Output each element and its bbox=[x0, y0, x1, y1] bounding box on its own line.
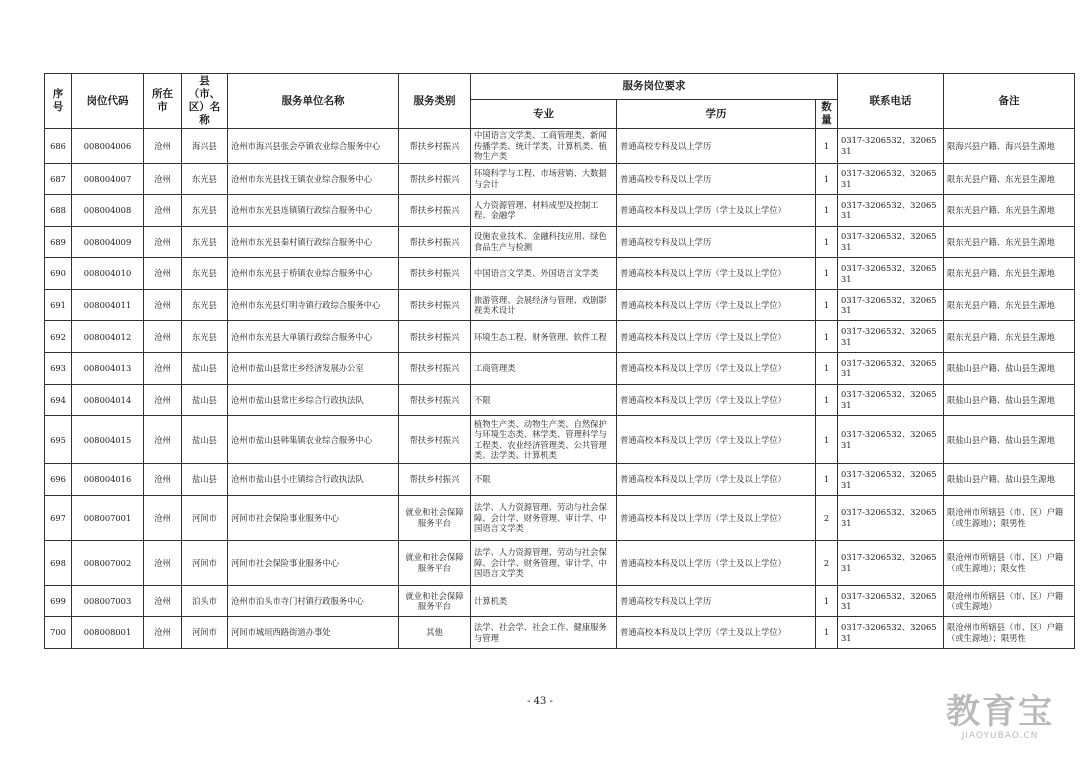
major-cell: 法学、人力资源管理、劳动与社会保障、会计学、财务管理、审计学、中国语言文学类 bbox=[471, 540, 617, 585]
count-cell: 1 bbox=[816, 617, 838, 649]
county-cell: 东光县 bbox=[182, 258, 228, 290]
code-cell: 008004009 bbox=[72, 226, 144, 258]
seq-cell: 692 bbox=[45, 321, 72, 353]
table-row bbox=[45, 289, 1075, 321]
major-cell: 法学、人力资源管理、劳动与社会保障、会计学、财务管理、审计学、中国语言文学类 bbox=[471, 495, 617, 540]
city-cell: 沧州 bbox=[144, 258, 182, 290]
code-cell: 008004007 bbox=[72, 163, 144, 195]
county-cell: 东光县 bbox=[182, 195, 228, 227]
seq-cell: 695 bbox=[45, 416, 72, 464]
count-cell: 1 bbox=[816, 321, 838, 353]
unit-cell: 沧州市泊头市寺门村镇行政服务中心 bbox=[228, 585, 399, 617]
table-row bbox=[45, 321, 1075, 353]
city-cell: 沧州 bbox=[144, 353, 182, 385]
major-cell: 旅游管理、会展经济与管理、戏剧影视美术设计 bbox=[471, 289, 617, 321]
header-code: 岗位代码 bbox=[72, 74, 144, 129]
header-requirements: 服务岗位要求 bbox=[471, 74, 838, 100]
county-cell: 河间市 bbox=[182, 495, 228, 540]
education-cell: 普通高校本科及以上学历（学士及以上学位） bbox=[617, 289, 816, 321]
phone-cell: 0317-3206532、3206531 bbox=[838, 495, 944, 540]
remark-cell: 限盐山县户籍、盐山县生源地 bbox=[944, 416, 1075, 464]
count-cell: 1 bbox=[816, 289, 838, 321]
code-cell: 008004006 bbox=[72, 129, 144, 164]
education-cell: 普通高校专科及以上学历 bbox=[617, 163, 816, 195]
unit-cell: 沧州市东光县找王镇农业综合服务中心 bbox=[228, 163, 399, 195]
table-row bbox=[45, 416, 1075, 464]
education-cell: 普通高校本科及以上学历（学士及以上学位） bbox=[617, 495, 816, 540]
unit-cell: 河间市城垣西路街道办事处 bbox=[228, 617, 399, 649]
phone-cell: 0317-3206532、3206531 bbox=[838, 585, 944, 617]
phone-cell: 0317-3206532、3206531 bbox=[838, 464, 944, 496]
unit-cell: 沧州市盐山县韩集镇农业综合服务中心 bbox=[228, 416, 399, 464]
unit-cell: 沧州市盐山县常庄乡经济发展办公室 bbox=[228, 353, 399, 385]
education-cell: 普通高校本科及以上学历（学士及以上学位） bbox=[617, 353, 816, 385]
city-cell: 沧州 bbox=[144, 540, 182, 585]
watermark-main-text: 教育宝 bbox=[946, 692, 1054, 732]
seq-cell: 700 bbox=[45, 617, 72, 649]
unit-cell: 沧州市盐山县常庄乡综合行政执法队 bbox=[228, 384, 399, 416]
seq-cell: 686 bbox=[45, 129, 72, 164]
phone-cell: 0317-3206532、3206531 bbox=[838, 540, 944, 585]
code-cell: 008004010 bbox=[72, 258, 144, 290]
category-cell: 帮扶乡村振兴 bbox=[399, 289, 471, 321]
remark-cell: 限沧州市所辖县（市、区）户籍（或生源地）；限男性 bbox=[944, 495, 1075, 540]
category-cell: 就业和社会保障服务平台 bbox=[399, 540, 471, 585]
watermark-sub-text: JIAOYUBAO.CN bbox=[961, 731, 1039, 741]
unit-cell: 沧州市东光县秦村镇行政综合服务中心 bbox=[228, 226, 399, 258]
table-row bbox=[45, 195, 1075, 227]
page-number: - 43 - bbox=[527, 696, 553, 707]
major-cell: 环境生态工程、财务管理、软件工程 bbox=[471, 321, 617, 353]
seq-cell: 688 bbox=[45, 195, 72, 227]
code-cell: 008004015 bbox=[72, 416, 144, 464]
count-cell: 1 bbox=[816, 195, 838, 227]
county-cell: 盐山县 bbox=[182, 384, 228, 416]
phone-cell: 0317-3206532、3206531 bbox=[838, 617, 944, 649]
city-cell: 沧州 bbox=[144, 585, 182, 617]
table-body bbox=[45, 129, 1075, 649]
code-cell: 008004014 bbox=[72, 384, 144, 416]
remark-cell: 限东光县户籍、东光县生源地 bbox=[944, 163, 1075, 195]
remark-cell: 限沧州市所辖县（市、区）户籍（或生源地） bbox=[944, 585, 1075, 617]
header-city: 所在市 bbox=[144, 74, 182, 129]
header-seq: 序号 bbox=[45, 74, 72, 129]
category-cell: 就业和社会保障服务平台 bbox=[399, 495, 471, 540]
header-education: 学历 bbox=[617, 100, 816, 129]
phone-cell: 0317-3206532、3206531 bbox=[838, 129, 944, 164]
phone-cell: 0317-3206532、3206531 bbox=[838, 258, 944, 290]
seq-cell: 691 bbox=[45, 289, 72, 321]
code-cell: 008007003 bbox=[72, 585, 144, 617]
job-table bbox=[44, 73, 1075, 649]
city-cell: 沧州 bbox=[144, 129, 182, 164]
city-cell: 沧州 bbox=[144, 617, 182, 649]
header-unit: 服务单位名称 bbox=[228, 74, 399, 129]
count-cell: 2 bbox=[816, 495, 838, 540]
category-cell: 帮扶乡村振兴 bbox=[399, 226, 471, 258]
county-cell: 盐山县 bbox=[182, 464, 228, 496]
phone-cell: 0317-3206532、3206531 bbox=[838, 226, 944, 258]
major-cell: 人力资源管理、材料成型及控制工程、金融学 bbox=[471, 195, 617, 227]
major-cell: 环境科学与工程、市场营销、大数据与会计 bbox=[471, 163, 617, 195]
education-cell: 普通高校本科及以上学历（学士及以上学位） bbox=[617, 258, 816, 290]
remark-cell: 限盐山县户籍、盐山县生源地 bbox=[944, 353, 1075, 385]
header-count: 数量 bbox=[816, 100, 838, 129]
category-cell: 帮扶乡村振兴 bbox=[399, 384, 471, 416]
phone-cell: 0317-3206532、3206531 bbox=[838, 321, 944, 353]
phone-cell: 0317-3206532、3206531 bbox=[838, 289, 944, 321]
major-cell: 设施农业技术、金融科技应用、绿色食品生产与检测 bbox=[471, 226, 617, 258]
county-cell: 东光县 bbox=[182, 321, 228, 353]
table-row bbox=[45, 226, 1075, 258]
education-cell: 普通高校专科及以上学历 bbox=[617, 226, 816, 258]
phone-cell: 0317-3206532、3206531 bbox=[838, 384, 944, 416]
seq-cell: 698 bbox=[45, 540, 72, 585]
seq-cell: 697 bbox=[45, 495, 72, 540]
remark-cell: 限东光县户籍、东光县生源地 bbox=[944, 258, 1075, 290]
category-cell: 帮扶乡村振兴 bbox=[399, 129, 471, 164]
major-cell: 中国语言文学类、工商管理类、新闻传播学类、统计学类、计算机类、植物生产类 bbox=[471, 129, 617, 164]
count-cell: 1 bbox=[816, 226, 838, 258]
major-cell: 不限 bbox=[471, 464, 617, 496]
header-phone: 联系电话 bbox=[838, 74, 944, 129]
major-cell: 植物生产类、动物生产类、自然保护与环境生态类、林学类、管理科学与工程类、农业经济管理类、公共管理类、法学类、计算机类 bbox=[471, 416, 617, 464]
seq-cell: 687 bbox=[45, 163, 72, 195]
phone-cell: 0317-3206532、3206531 bbox=[838, 195, 944, 227]
city-cell: 沧州 bbox=[144, 163, 182, 195]
education-cell: 普通高校本科及以上学历（学士及以上学位） bbox=[617, 617, 816, 649]
count-cell: 1 bbox=[816, 163, 838, 195]
category-cell: 帮扶乡村振兴 bbox=[399, 195, 471, 227]
major-cell: 不限 bbox=[471, 384, 617, 416]
category-cell: 帮扶乡村振兴 bbox=[399, 416, 471, 464]
education-cell: 普通高校本科及以上学历（学士及以上学位） bbox=[617, 464, 816, 496]
county-cell: 泊头市 bbox=[182, 585, 228, 617]
unit-cell: 沧州市海兴县张会亭镇农业综合服务中心 bbox=[228, 129, 399, 164]
table-row bbox=[45, 540, 1075, 585]
header-category: 服务类别 bbox=[399, 74, 471, 129]
code-cell: 008004016 bbox=[72, 464, 144, 496]
table-header bbox=[45, 74, 1075, 129]
table-row bbox=[45, 353, 1075, 385]
county-cell: 东光县 bbox=[182, 289, 228, 321]
code-cell: 008008001 bbox=[72, 617, 144, 649]
education-cell: 普通高校本科及以上学历（学士及以上学位） bbox=[617, 321, 816, 353]
remark-cell: 限沧州市所辖县（市、区）户籍（或生源地）；限男性 bbox=[944, 617, 1075, 649]
remark-cell: 限东光县户籍、东光县生源地 bbox=[944, 195, 1075, 227]
category-cell: 帮扶乡村振兴 bbox=[399, 163, 471, 195]
table-row bbox=[45, 129, 1075, 164]
table-row bbox=[45, 495, 1075, 540]
table-row bbox=[45, 384, 1075, 416]
count-cell: 1 bbox=[816, 353, 838, 385]
count-cell: 1 bbox=[816, 585, 838, 617]
city-cell: 沧州 bbox=[144, 495, 182, 540]
category-cell: 其他 bbox=[399, 617, 471, 649]
phone-cell: 0317-3206532、3206531 bbox=[838, 353, 944, 385]
remark-cell: 限东光县户籍、东光县生源地 bbox=[944, 321, 1075, 353]
code-cell: 008004011 bbox=[72, 289, 144, 321]
seq-cell: 693 bbox=[45, 353, 72, 385]
unit-cell: 沧州市东光县大单镇行政综合服务中心 bbox=[228, 321, 399, 353]
unit-cell: 沧州市东光县灯明寺镇行政综合服务中心 bbox=[228, 289, 399, 321]
category-cell: 就业和社会保障服务平台 bbox=[399, 585, 471, 617]
major-cell: 工商管理类 bbox=[471, 353, 617, 385]
code-cell: 008004013 bbox=[72, 353, 144, 385]
header-remark: 备注 bbox=[944, 74, 1075, 129]
remark-cell: 限东光县户籍、东光县生源地 bbox=[944, 226, 1075, 258]
header-major: 专业 bbox=[471, 100, 617, 129]
city-cell: 沧州 bbox=[144, 321, 182, 353]
remark-cell: 限沧州市所辖县（市、区）户籍（或生源地）；限女性 bbox=[944, 540, 1075, 585]
count-cell: 1 bbox=[816, 416, 838, 464]
phone-cell: 0317-3206532、3206531 bbox=[838, 163, 944, 195]
city-cell: 沧州 bbox=[144, 195, 182, 227]
major-cell: 计算机类 bbox=[471, 585, 617, 617]
county-cell: 盐山县 bbox=[182, 416, 228, 464]
table-row bbox=[45, 258, 1075, 290]
unit-cell: 沧州市盐山县小庄镇综合行政执法队 bbox=[228, 464, 399, 496]
education-cell: 普通高校本科及以上学历（学士及以上学位） bbox=[617, 540, 816, 585]
remark-cell: 限东光县户籍、东光县生源地 bbox=[944, 289, 1075, 321]
seq-cell: 699 bbox=[45, 585, 72, 617]
city-cell: 沧州 bbox=[144, 384, 182, 416]
watermark-logo bbox=[930, 693, 1070, 741]
category-cell: 帮扶乡村振兴 bbox=[399, 353, 471, 385]
code-cell: 008007001 bbox=[72, 495, 144, 540]
phone-cell: 0317-3206532、3206531 bbox=[838, 416, 944, 464]
table-row bbox=[45, 585, 1075, 617]
county-cell: 东光县 bbox=[182, 163, 228, 195]
remark-cell: 限盐山县户籍、盐山县生源地 bbox=[944, 464, 1075, 496]
header-county: 县（市、区）名称 bbox=[182, 74, 228, 129]
education-cell: 普通高校本科及以上学历（学士及以上学位） bbox=[617, 416, 816, 464]
job-table-container bbox=[44, 73, 1064, 649]
table-row bbox=[45, 617, 1075, 649]
county-cell: 海兴县 bbox=[182, 129, 228, 164]
city-cell: 沧州 bbox=[144, 289, 182, 321]
remark-cell: 限海兴县户籍、海兴县生源地 bbox=[944, 129, 1075, 164]
unit-cell: 沧州市东光县于桥镇农业综合服务中心 bbox=[228, 258, 399, 290]
city-cell: 沧州 bbox=[144, 416, 182, 464]
count-cell: 2 bbox=[816, 540, 838, 585]
category-cell: 帮扶乡村振兴 bbox=[399, 321, 471, 353]
education-cell: 普通高校专科及以上学历 bbox=[617, 129, 816, 164]
county-cell: 东光县 bbox=[182, 226, 228, 258]
count-cell: 1 bbox=[816, 464, 838, 496]
unit-cell: 沧州市东光县连镇镇行政综合服务中心 bbox=[228, 195, 399, 227]
remark-cell: 限盐山县户籍、盐山县生源地 bbox=[944, 384, 1075, 416]
county-cell: 河间市 bbox=[182, 617, 228, 649]
major-cell: 中国语言文学类、外国语言文学类 bbox=[471, 258, 617, 290]
code-cell: 008007002 bbox=[72, 540, 144, 585]
table-row bbox=[45, 464, 1075, 496]
seq-cell: 689 bbox=[45, 226, 72, 258]
code-cell: 008004008 bbox=[72, 195, 144, 227]
city-cell: 沧州 bbox=[144, 226, 182, 258]
unit-cell: 河间市社会保险事业服务中心 bbox=[228, 540, 399, 585]
county-cell: 盐山县 bbox=[182, 353, 228, 385]
county-cell: 河间市 bbox=[182, 540, 228, 585]
seq-cell: 696 bbox=[45, 464, 72, 496]
major-cell: 法学、社会学、社会工作、健康服务与管理 bbox=[471, 617, 617, 649]
table-row bbox=[45, 163, 1075, 195]
code-cell: 008004012 bbox=[72, 321, 144, 353]
category-cell: 帮扶乡村振兴 bbox=[399, 464, 471, 496]
education-cell: 普通高校本科及以上学历（学士及以上学位） bbox=[617, 195, 816, 227]
seq-cell: 694 bbox=[45, 384, 72, 416]
category-cell: 帮扶乡村振兴 bbox=[399, 258, 471, 290]
education-cell: 普通高校本科及以上学历（学士及以上学位） bbox=[617, 384, 816, 416]
education-cell: 普通高校专科及以上学历 bbox=[617, 585, 816, 617]
count-cell: 1 bbox=[816, 384, 838, 416]
seq-cell: 690 bbox=[45, 258, 72, 290]
count-cell: 1 bbox=[816, 258, 838, 290]
count-cell: 1 bbox=[816, 129, 838, 164]
city-cell: 沧州 bbox=[144, 464, 182, 496]
unit-cell: 河间市社会保险事业服务中心 bbox=[228, 495, 399, 540]
